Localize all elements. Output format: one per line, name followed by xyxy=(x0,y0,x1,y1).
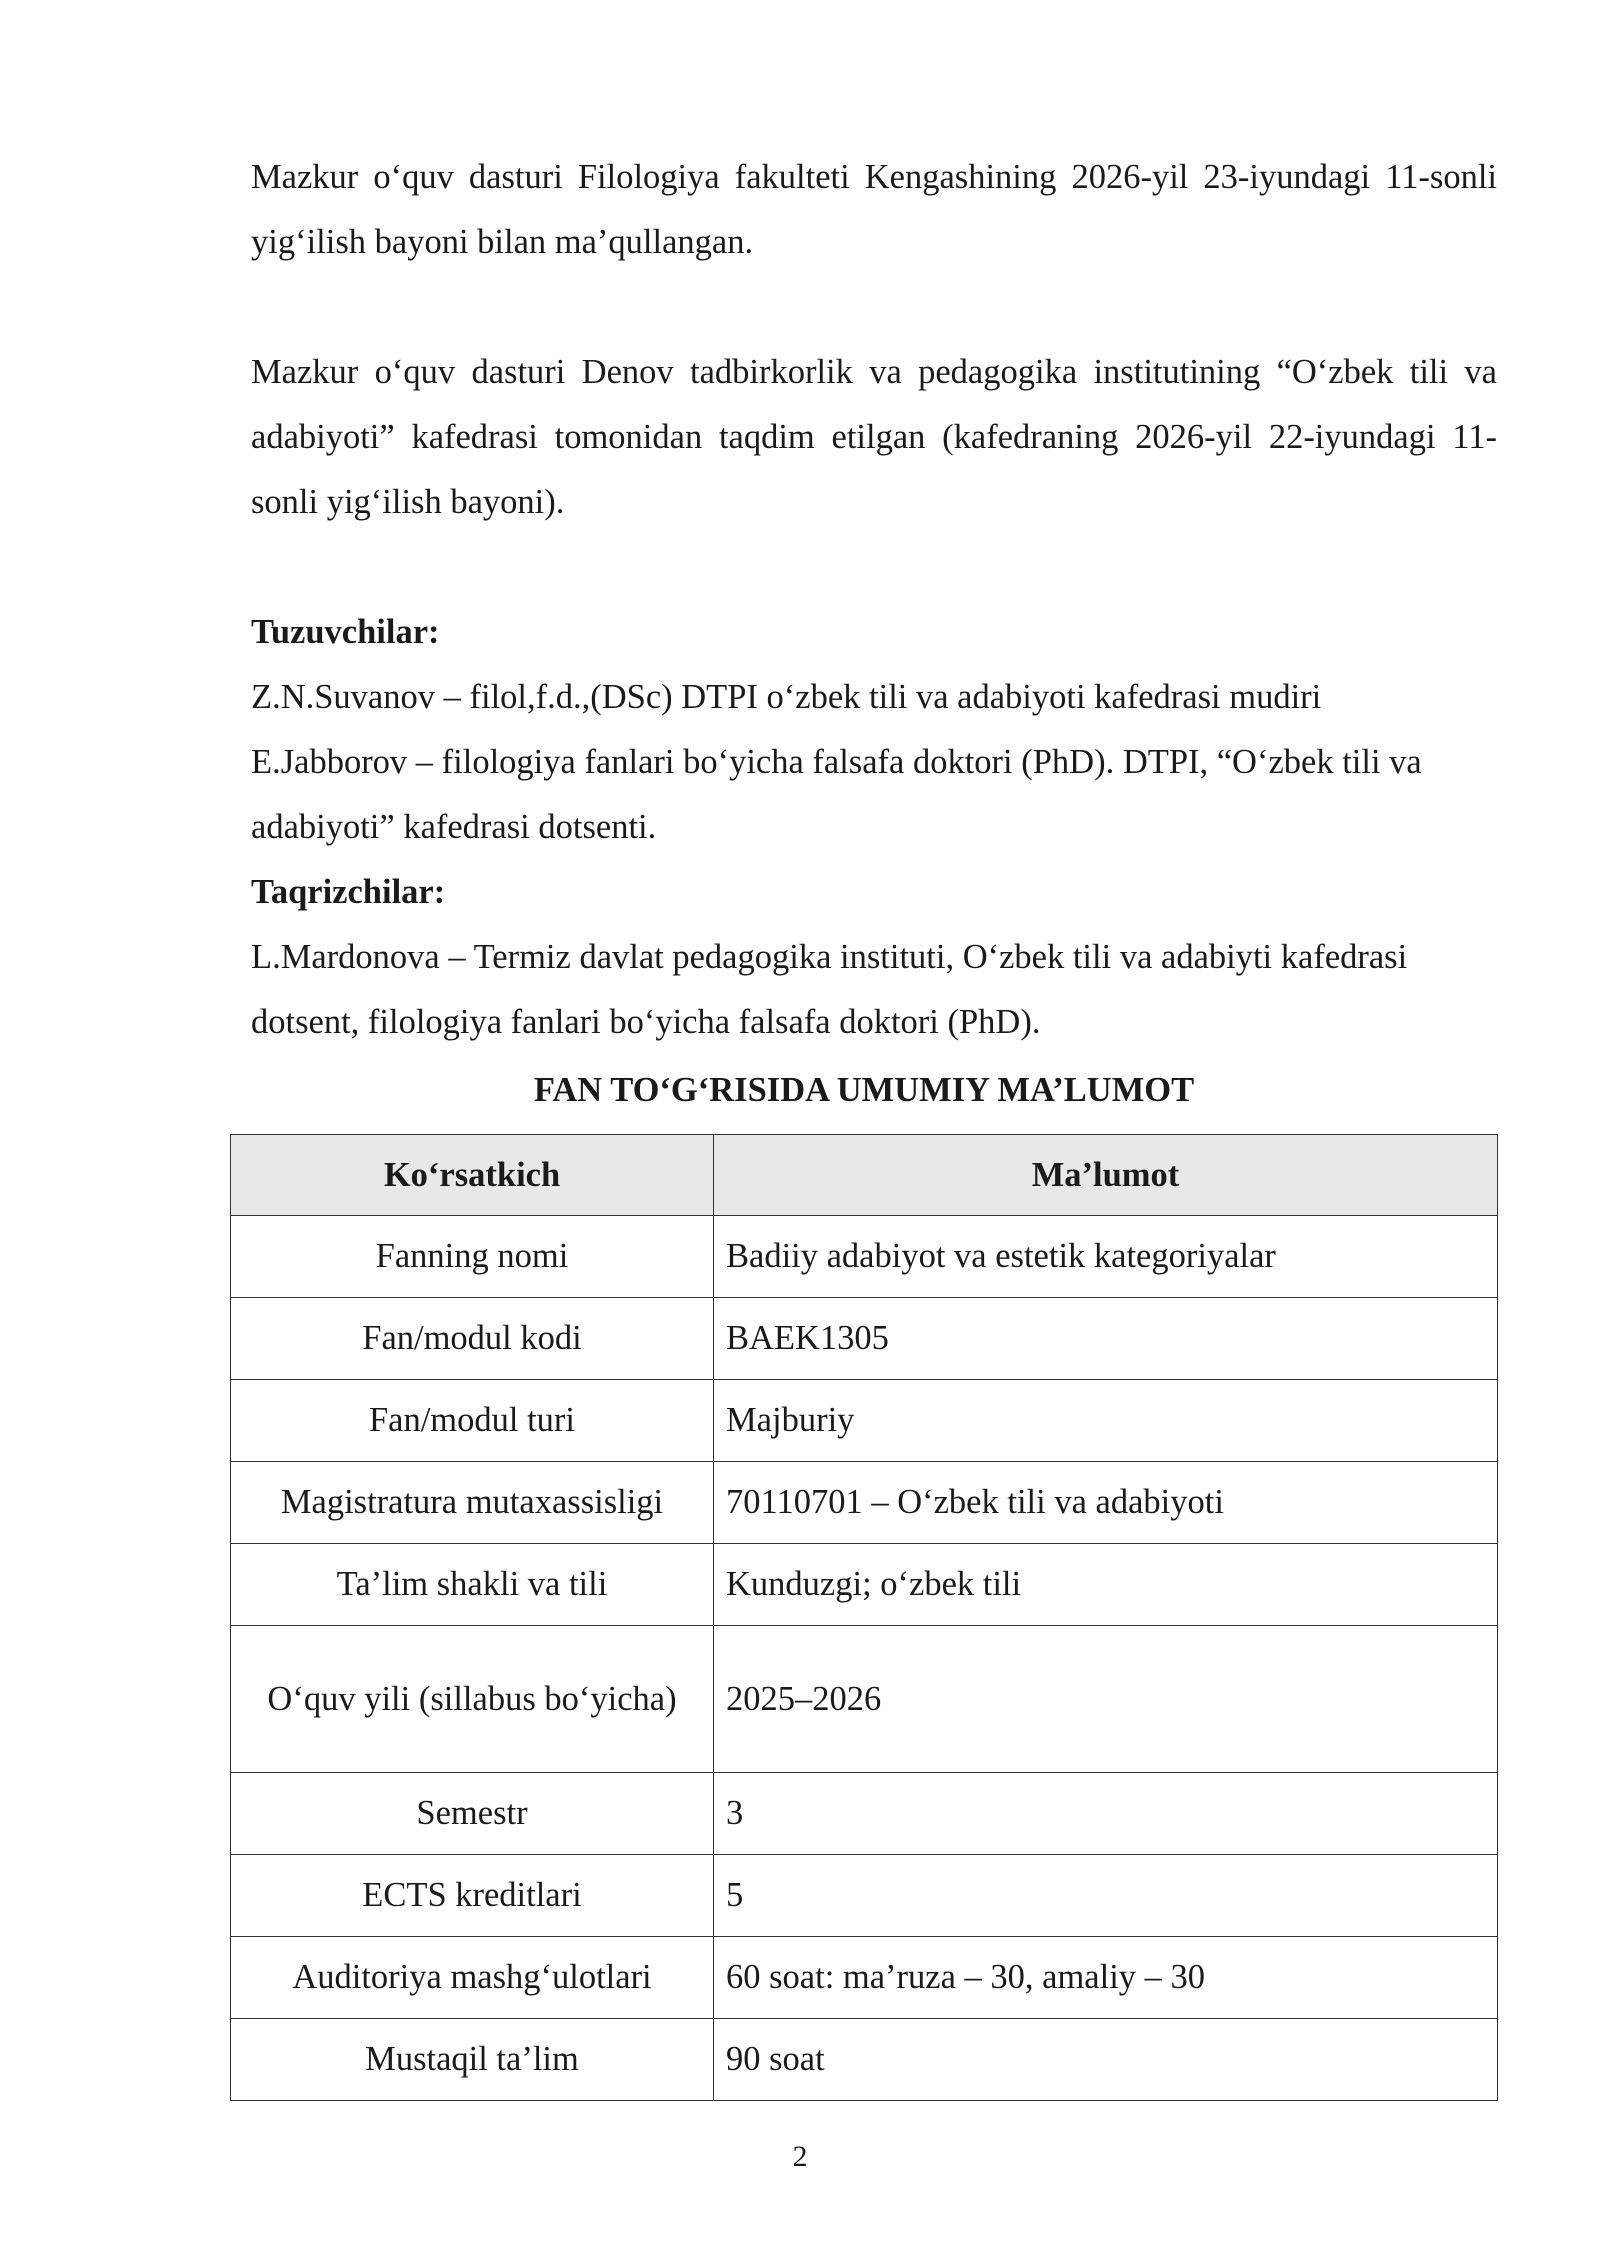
row-value: 5 xyxy=(714,1855,1498,1937)
reviewer-entry: L.Mardonova – Termiz davlat pedagogika instituti, O‘zbek tili va adabiyti kafedrasi dotsent, filologiya fanlari bo‘yicha falsafa doktori (PhD). xyxy=(251,938,1408,1041)
table-row xyxy=(231,1298,1498,1380)
table-row xyxy=(231,1216,1498,1298)
reviewers-heading: Taqrizchilar: xyxy=(251,873,446,911)
row-key: Fan/modul kodi xyxy=(231,1298,714,1380)
table-row xyxy=(231,1937,1498,2019)
department-approval-paragraph: Mazkur o‘quv dasturi Denov tadbirkorlik va pedagogika institutining “O‘zbek tili va adabiyoti” kafedrasi tomonidan taqdim etilgan (kafedraning 2026-yil 22-iyundagi 11-sonli yig‘ilish bayoni). xyxy=(251,353,1497,521)
authors-heading: Tuzuvchilar: xyxy=(251,613,440,651)
row-key: Mustaqil ta’lim xyxy=(231,2019,714,2101)
row-key: Semestr xyxy=(231,1773,714,1855)
row-key: Auditoriya mashg‘ulotlari xyxy=(231,1937,714,2019)
row-value: 90 soat xyxy=(714,2019,1498,2101)
course-info-table xyxy=(230,1134,1498,2101)
header-indicator: Ko‘rsatkich xyxy=(231,1135,714,1216)
row-key: O‘quv yili (sillabus bo‘yicha) xyxy=(231,1626,714,1773)
row-value: Majburiy xyxy=(714,1380,1498,1462)
author-entry: E.Jabborov – filologiya fanlari bo‘yicha falsafa doktori (PhD). DTPI, “O‘zbek tili va adabiyoti” kafedrasi dotsenti. xyxy=(251,743,1422,846)
paragraph-gap xyxy=(251,275,1497,340)
row-key: Fanning nomi xyxy=(231,1216,714,1298)
row-key: ECTS kreditlari xyxy=(231,1855,714,1937)
row-value: Badiiy adabiyot va estetik kategoriyalar xyxy=(714,1216,1498,1298)
faculty-approval-paragraph: Mazkur o‘quv dasturi Filologiya fakulteti Kengashining 2026-yil 23-iyundagi 11-sonli yig‘ilish bayoni bilan ma’qullangan. xyxy=(251,158,1497,261)
table-row xyxy=(231,1462,1498,1544)
row-value: BAEK1305 xyxy=(714,1298,1498,1380)
table-title: FAN TO‘G‘RISIDA UMUMIY MA’LUMOT xyxy=(533,1071,1195,1109)
author-entry: Z.N.Suvanov – filol,f.d.,(DSc) DTPI o‘zbek tili va adabiyoti kafedrasi mudiri xyxy=(251,678,1322,716)
row-key: Ta’lim shakli va tili xyxy=(231,1544,714,1626)
document-body xyxy=(251,145,1497,1055)
table-row xyxy=(231,1380,1498,1462)
table-row xyxy=(231,1544,1498,1626)
row-key: Magistratura mutaxassisligi xyxy=(231,1462,714,1544)
paragraph-gap xyxy=(251,535,1497,600)
table-row xyxy=(231,1773,1498,1855)
row-value: Kunduzgi; o‘zbek tili xyxy=(714,1544,1498,1626)
page-number: 2 xyxy=(792,2140,808,2173)
row-key: Fan/modul turi xyxy=(231,1380,714,1462)
table-row xyxy=(231,1626,1498,1773)
row-value: 2025–2026 xyxy=(714,1626,1498,1773)
row-value: 3 xyxy=(714,1773,1498,1855)
header-information: Ma’lumot xyxy=(714,1135,1498,1216)
row-value: 60 soat: ma’ruza – 30, amaliy – 30 xyxy=(714,1937,1498,2019)
table-header-row xyxy=(231,1135,1498,1216)
table-row xyxy=(231,1855,1498,1937)
table-row xyxy=(231,2019,1498,2101)
row-value: 70110701 – O‘zbek tili va adabiyoti xyxy=(714,1462,1498,1544)
